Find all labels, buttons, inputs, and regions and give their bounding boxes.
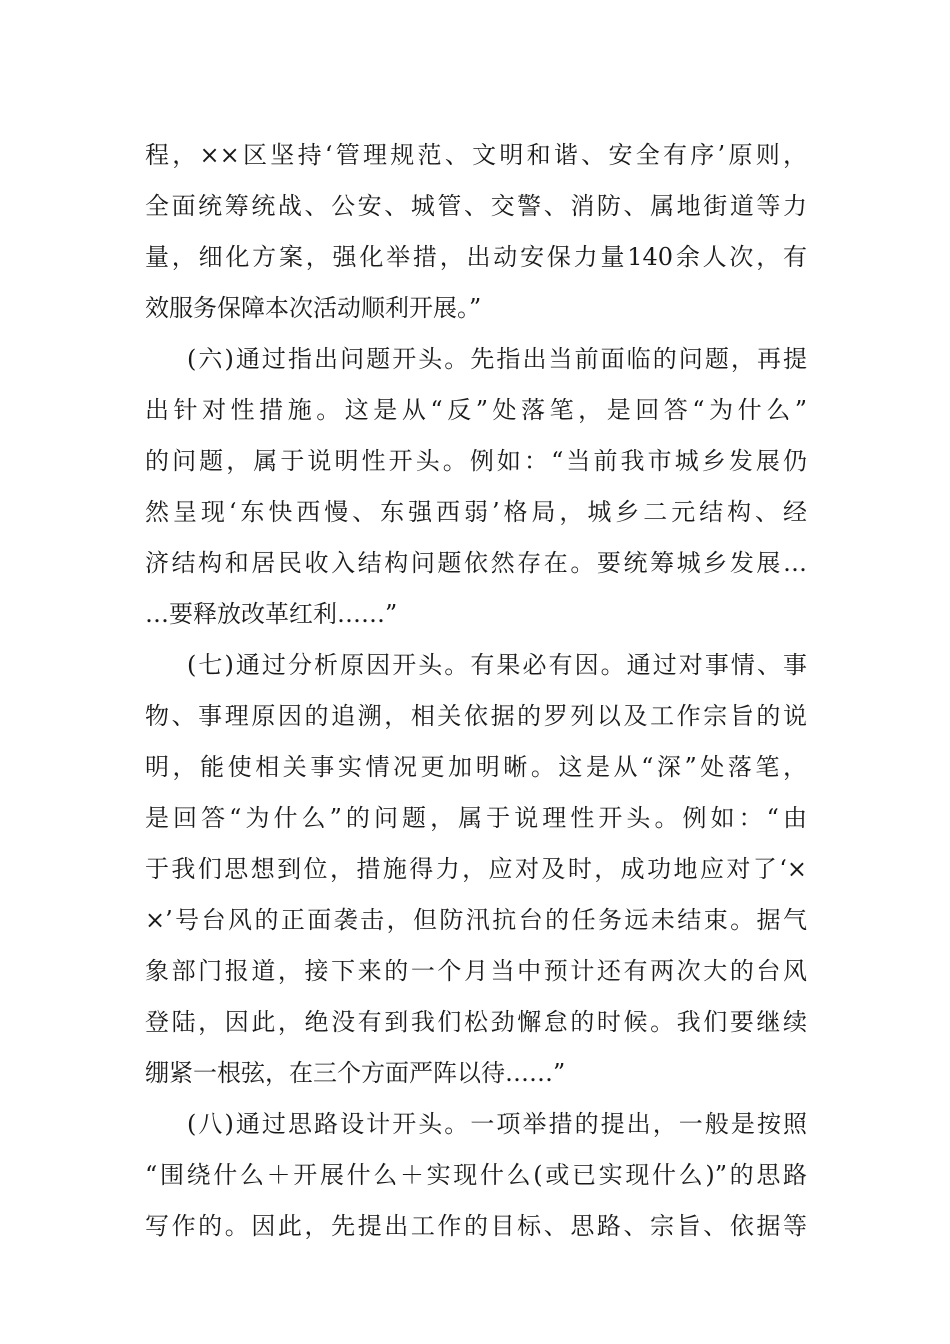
text-line: “围绕什么＋开展什么＋实现什么(或已实现什么)”的思路 — [145, 1161, 807, 1189]
text-line: 效服务保障本次活动顺利开展。” — [145, 294, 482, 322]
text-line: 全面统筹统战、公安、城管、交警、消防、属地街道等力 — [145, 192, 807, 220]
text-line: 于我们思想到位，措施得力，应对及时，成功地应对了‘× — [145, 855, 807, 883]
text-line: 登陆，因此，绝没有到我们松劲懈怠的时候。我们要继续 — [145, 1008, 807, 1036]
text-line: 写作的。因此，先提出工作的目标、思路、宗旨、依据等 — [145, 1212, 807, 1240]
text-line: (六)通过指出问题开头。先指出当前面临的问题，再提 — [187, 345, 807, 373]
text-line: 程，××区坚持‘管理规范、文明和谐、安全有序’原则， — [145, 141, 807, 169]
text-line: 是回答“为什么”的问题，属于说理性开头。例如：“由 — [145, 804, 807, 832]
text-line: 物、事理原因的追溯，相关依据的罗列以及工作宗旨的说 — [145, 702, 807, 730]
text-line: 的问题，属于说明性开头。例如：“当前我市城乡发展仍 — [145, 447, 807, 475]
text-line: ×’号台风的正面袭击，但防汛抗台的任务远未结束。据气 — [145, 906, 807, 934]
text-line: 象部门报道，接下来的一个月当中预计还有两次大的台风 — [145, 957, 807, 985]
text-line: (七)通过分析原因开头。有果必有因。通过对事情、事 — [187, 651, 807, 679]
text-line: 济结构和居民收入结构问题依然存在。要统筹城乡发展… — [145, 549, 807, 577]
text-line: 量，细化方案，强化举措，出动安保力量140余人次，有 — [145, 243, 807, 271]
text-line: 绷紧一根弦，在三个方面严阵以待……” — [145, 1059, 566, 1087]
document-body — [145, 130, 807, 1252]
text-line: …要释放改革红利……” — [145, 600, 398, 628]
text-line: 出针对性措施。这是从“反”处落笔，是回答“为什么” — [145, 396, 807, 424]
text-line: 然呈现‘东快西慢、东强西弱’格局，城乡二元结构、经 — [145, 498, 807, 526]
text-line: (八)通过思路设计开头。一项举措的提出，一般是按照 — [187, 1110, 807, 1138]
text-line: 明，能使相关事实情况更加明晰。这是从“深”处落笔， — [145, 753, 807, 781]
